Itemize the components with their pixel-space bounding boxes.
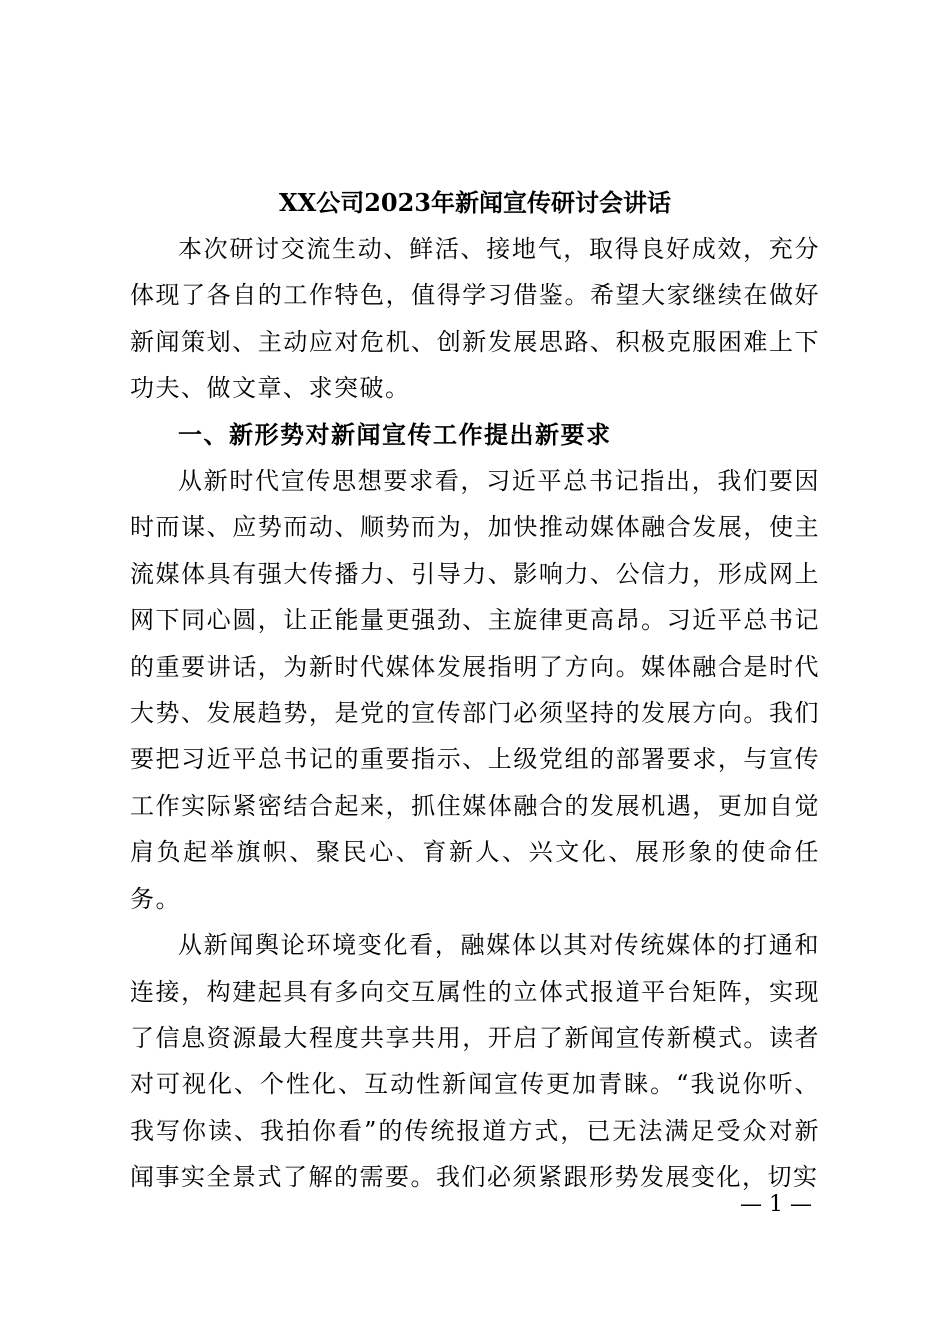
document-body	[130, 226, 820, 1201]
document-title: XX公司2023年新闻宣传研讨会讲话	[278, 188, 672, 217]
section-heading-1: 一、新形势对新闻宣传工作提出新要求	[178, 420, 612, 449]
paragraph-media-environment: 从新闻舆论环境变化看，融媒体以其对传统媒体的打通和连接，构建起具有多向交互属性的立体式报道平台矩阵，实现了信息资源最大程度共享共用，开启了新闻宣传新模式。读者对可视化、个性化、互动性新闻宣传更加青睐。“我说你听、我写你读、我拍你看”的传统报道方式，已无法满足受众对新闻事实全景式了解的需要。我们必须紧跟形势发展变化，切实	[130, 931, 820, 1192]
paragraph-propaganda-requirements: 从新时代宣传思想要求看，习近平总书记指出，我们要因时而谋、应势而动、顺势而为，加快推动媒体融合发展，使主流媒体具有强大传播力、引导力、影响力、公信力，形成网上网下同心圆，让正能量更强劲、主旋律更高昂。习近平总书记的重要讲话，为新时代媒体发展指明了方向。媒体融合是时代大势、发展趋势，是党的宣传部门必须坚持的发展方向。我们要把习近平总书记的重要指示、上级党组的部署要求，与宣传工作实际紧密结合起来，抓住媒体融合的发展机遇，更加自觉肩负起举旗帜、聚民心、育新人、兴文化、展形象的使命任务。	[130, 467, 820, 913]
paragraph-intro: 本次研讨交流生动、鲜活、接地气，取得良好成效，充分体现了各自的工作特色，值得学习借鉴。希望大家继续在做好新闻策划、主动应对危机、创新发展思路、积极克服困难上下功夫、做文章、求突破。	[130, 235, 820, 403]
page-number: — 1 —	[740, 1192, 812, 1217]
